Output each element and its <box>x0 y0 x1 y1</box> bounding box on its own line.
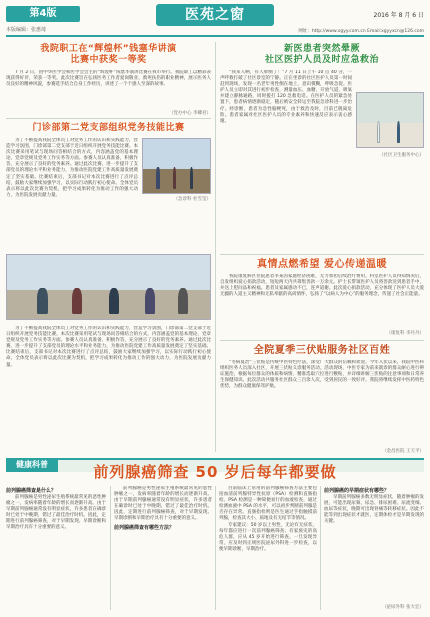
body-text: 为了不断提高我院全体员工对党务工作的认识和实践能力，营造学习氛围，门诊部第二党支部于近日组织开展党务技能比赛。本次比赛采用笔试与现场问答相结合的方式，内容涵盖党的基本理论、党章党规及党务工作实务等方面。参赛人员认真准备，积极作答，充分展示了良好的党务素养。通过此次比赛，进一步提升了支部党员的理论水平和业务能力，为推动医院党建工作高质量发展奠定了坚实基础。比赛结束后，支部书记对本次比赛进行了点评总结，鼓励大家继续加强学习，以实际行动践行初心使命。全体党员表示将以此次比赛为契机，把学习成果转化为推动工作的强大动力，为医院发展贡献力量。 <box>6 138 138 198</box>
question-title: 前列腺癌筛查有哪些方法？ <box>114 524 175 531</box>
photo-background <box>7 255 210 290</box>
section-divider <box>220 254 424 255</box>
photo-figure <box>397 121 400 143</box>
photo-figure <box>37 288 47 314</box>
health-headline: 前列腺癌筛查 50 岁后每年都要做 <box>93 463 337 481</box>
photo-figure <box>190 167 193 189</box>
body-text: 为了不断提高我院全体员工对党务工作的认识和实践能力，营造学习氛围，门诊部第二党支部于近日组织开展党务技能比赛。本次比赛采用笔试与现场问答相结合的方式，内容涵盖党的基本理论、党章党规及党务工作实务等方面。参赛人员认真准备，积极作答，充分展示了良好的党务素养。通过此次比赛，进一步提升了支部党员的理论水平和业务能力，为推动医院党建工作高质量发展奠定了坚实基础。比赛结束后，支部书记对本次比赛进行了点评总结，鼓励大家继续加强学习，以实际行动践行初心使命。全体党员表示将以此次比赛为契机，把学习成果转化为推动工作的强大动力，为医院发展贡献力量。 <box>6 326 211 368</box>
body-text: “冬病夏治”三伏贴是传统中医特色疗法，深受广大群众的信赖和欢迎。今年入伏以来，我院中医科组织医务人员深入社区，开展三伏贴义诊服务活动。活动现场，中医专家为前来就诊的群众耐心进行辨证施治，根据每位群众的体质和病情，精准选取穴位进行敷贴，并详细讲解三伏贴的注意事项和日常养生保健知识。此次活动共服务社区群众三百余人次，受到居民的一致好评。我院将继续发挥中医药特色优势，为群众健康保驾护航。 <box>220 360 424 390</box>
article-headline <box>220 44 424 66</box>
photo-figure <box>178 288 188 314</box>
photo-figure <box>377 121 380 143</box>
section-divider <box>220 340 424 341</box>
headline-line: 社区医护人员及时应急救治 <box>264 55 379 65</box>
article-body <box>220 274 424 330</box>
body-text: 前列腺癌是男性泌尿生殖系统最常见的恶性肿瘤之一，发病率随着年龄的增长而逐渐升高。由于早期前列腺癌通常没有明显症状，许多患者在确诊时已处于中晚期，错过了最佳治疗时机。因此，定期进行前列腺癌筛查，对于早期发现、早期诊断和早期治疗具有十分重要的意义。 <box>6 495 106 531</box>
headline-line: 我院职工在“辉煌杯”钱塞华讲演 <box>40 44 177 54</box>
health-column <box>114 486 212 610</box>
body-text: “我来人啊，有人晕倒了！”7 月 11 日上午 10 点 40 分，一声呼救打破了社区诊室的宁静。正在坐诊的社区医护人员第一时间赶到现场，发现一名老年男性倒在地上，意识模糊，呼吸急促。医护人员立即对其进行初步检查，测量血压、血糖，开放气道，吸氧并建立静脉通路，同时拨打 120 急救电话。在医护人员的紧急处置下，患者病情逐渐稳定，随后被安全转运至我院急诊科进一步治疗。经诊断，患者为急性脑梗死，由于救治及时，目前已脱离危险。患者家属对社区医护人员的专业素养和快速反应表示衷心感谢。 <box>220 70 352 124</box>
column-divider <box>215 42 216 452</box>
article-credit: （党办中心 李卿君） <box>169 111 211 116</box>
issue-date: 2016 年 8 月 6 日 <box>373 12 424 19</box>
article-photo <box>356 92 424 148</box>
article-body-continued <box>6 326 211 450</box>
column-divider <box>215 486 216 610</box>
body-text: 目前临床上常用的前列腺癌筛查方法主要包括血清前列腺特异性抗原（PSA）检测和直肠指检。PSA 检测是一种简便易行的血液检查，通过检测血液中 PSA 的水平，可以初步判断前列腺是否存在异常。直肠指检则是医生通过手指触摸前列腺，检查其大小、质地及有无结节等情况。 <box>219 486 317 522</box>
article-headline <box>6 44 211 66</box>
masthead <box>6 4 424 38</box>
article-headline: 全院夏季三伏贴服务社区百姓 <box>253 345 391 356</box>
health-column <box>219 486 317 610</box>
column-divider <box>110 486 111 610</box>
section-tag: 健康科普 <box>6 458 58 472</box>
photo-background <box>143 139 210 169</box>
body-text: 7 月 2 日，由中华医学会和医学会会主的“辉煌杯”钱塞华演讲比赛在我市举行。我院职工以精彩表现获得好评，荣获一等奖。此次比赛旨在弘扬医务工作者爱岗敬业、救死扶伤的职业精神，展示医务人员良好的精神风貌，参赛选手结合自身工作经历，讲述了一个个感人至深的故事。 <box>6 70 211 88</box>
body-text: 专家建议：50 岁以上男性，无论有无症状，每年都应进行一次前列腺癌筛查；有家族史的高危人群，应从 45 岁开始进行筛查。一旦发现异常，应及时到正规医院泌尿外科进一步检查，以便早期诊断，早期治疗。 <box>219 522 317 552</box>
article-photo <box>142 138 211 194</box>
question-title: 前列腺癌的早期症状有哪些？ <box>324 488 390 494</box>
headline-line: 比赛中获奖一等奖 <box>70 55 147 65</box>
article-body <box>6 70 211 112</box>
body-text: 早期前列腺癌多数无明显症状，随着肿瘤的发展，可能出现尿频、尿急、排尿困难、尿流变细、血尿等症状，晚期可出现骨痛等转移症状。因此不能等到出现症状才就医，定期体检才是早期发现的关键。 <box>324 495 424 525</box>
article-headline: 门诊部第二党支部组织党务技能比赛 <box>32 123 185 133</box>
article-headline: 真情点燃希望 爱心传递温暖 <box>257 259 387 270</box>
body-text: 我院康复病区住院患者李某因家庭经济困难，无力承担后续治疗费用。科室医护人员得知情况后，自发组织爱心捐款活动，短短两天内共筹集善款一万余元。护士长带领医护人员将善款送到患者手中，并送上慰问品和祝福。患者及家属感动不已，连声道谢。此次爱心捐款活动，充分体现了医护人员大爱无疆的人道主义精神和无私奉献的高尚情怀，弘扬了“以病人为中心”的服务理念，传递了社会正能量。 <box>220 274 424 298</box>
article-body <box>6 138 138 246</box>
article-credit: （金昌医院 王天平） <box>382 449 424 454</box>
photo-figure <box>109 288 119 314</box>
photo-foreground <box>143 169 210 193</box>
masthead-rule <box>6 35 424 37</box>
headline-line: 新医患者突然晕厥 <box>283 44 360 54</box>
section-name: 医苑之窗 <box>156 4 274 26</box>
photo-figure <box>145 288 155 314</box>
article-body <box>220 360 424 448</box>
page-number: 第4版 <box>6 6 80 22</box>
health-column <box>6 486 106 610</box>
health-column <box>324 486 424 602</box>
photo-foreground <box>357 123 423 147</box>
newspaper-page <box>6 4 424 613</box>
question-title: 前列腺癌筛查是什么？ <box>6 488 57 494</box>
photo-background <box>357 93 423 123</box>
article-credit: （社区卫生服务中心） <box>379 153 424 158</box>
section-divider <box>6 118 211 119</box>
article-credit: （急诊科 杜雪莹） <box>173 197 211 202</box>
column-divider <box>320 486 321 610</box>
article-body <box>220 70 352 250</box>
article-credit: （泌尿外科 张大宏） <box>382 605 424 610</box>
photo-figure <box>156 167 159 189</box>
photo-figure <box>72 288 82 314</box>
article-credit: （康复科 李丹丹） <box>386 331 424 336</box>
contact-line: 网址：http://www.xgyy.com.cn Email:xgyyxcn@126.com <box>298 29 424 34</box>
editor-line: 本版编辑：张惠琦 <box>6 27 47 33</box>
article-photo <box>6 254 211 320</box>
body-text: 前列腺癌是男性泌尿生殖系统最常见的恶性肿瘤之一，发病率随着年龄的增长而逐渐升高。由于早期前列腺癌通常没有明显症状，许多患者在确诊时已处于中晚期，错过了最佳治疗时机。因此，定期进行前列腺癌筛查，对于早期发现、早期诊断和早期治疗具有十分重要的意义。 <box>114 486 212 522</box>
